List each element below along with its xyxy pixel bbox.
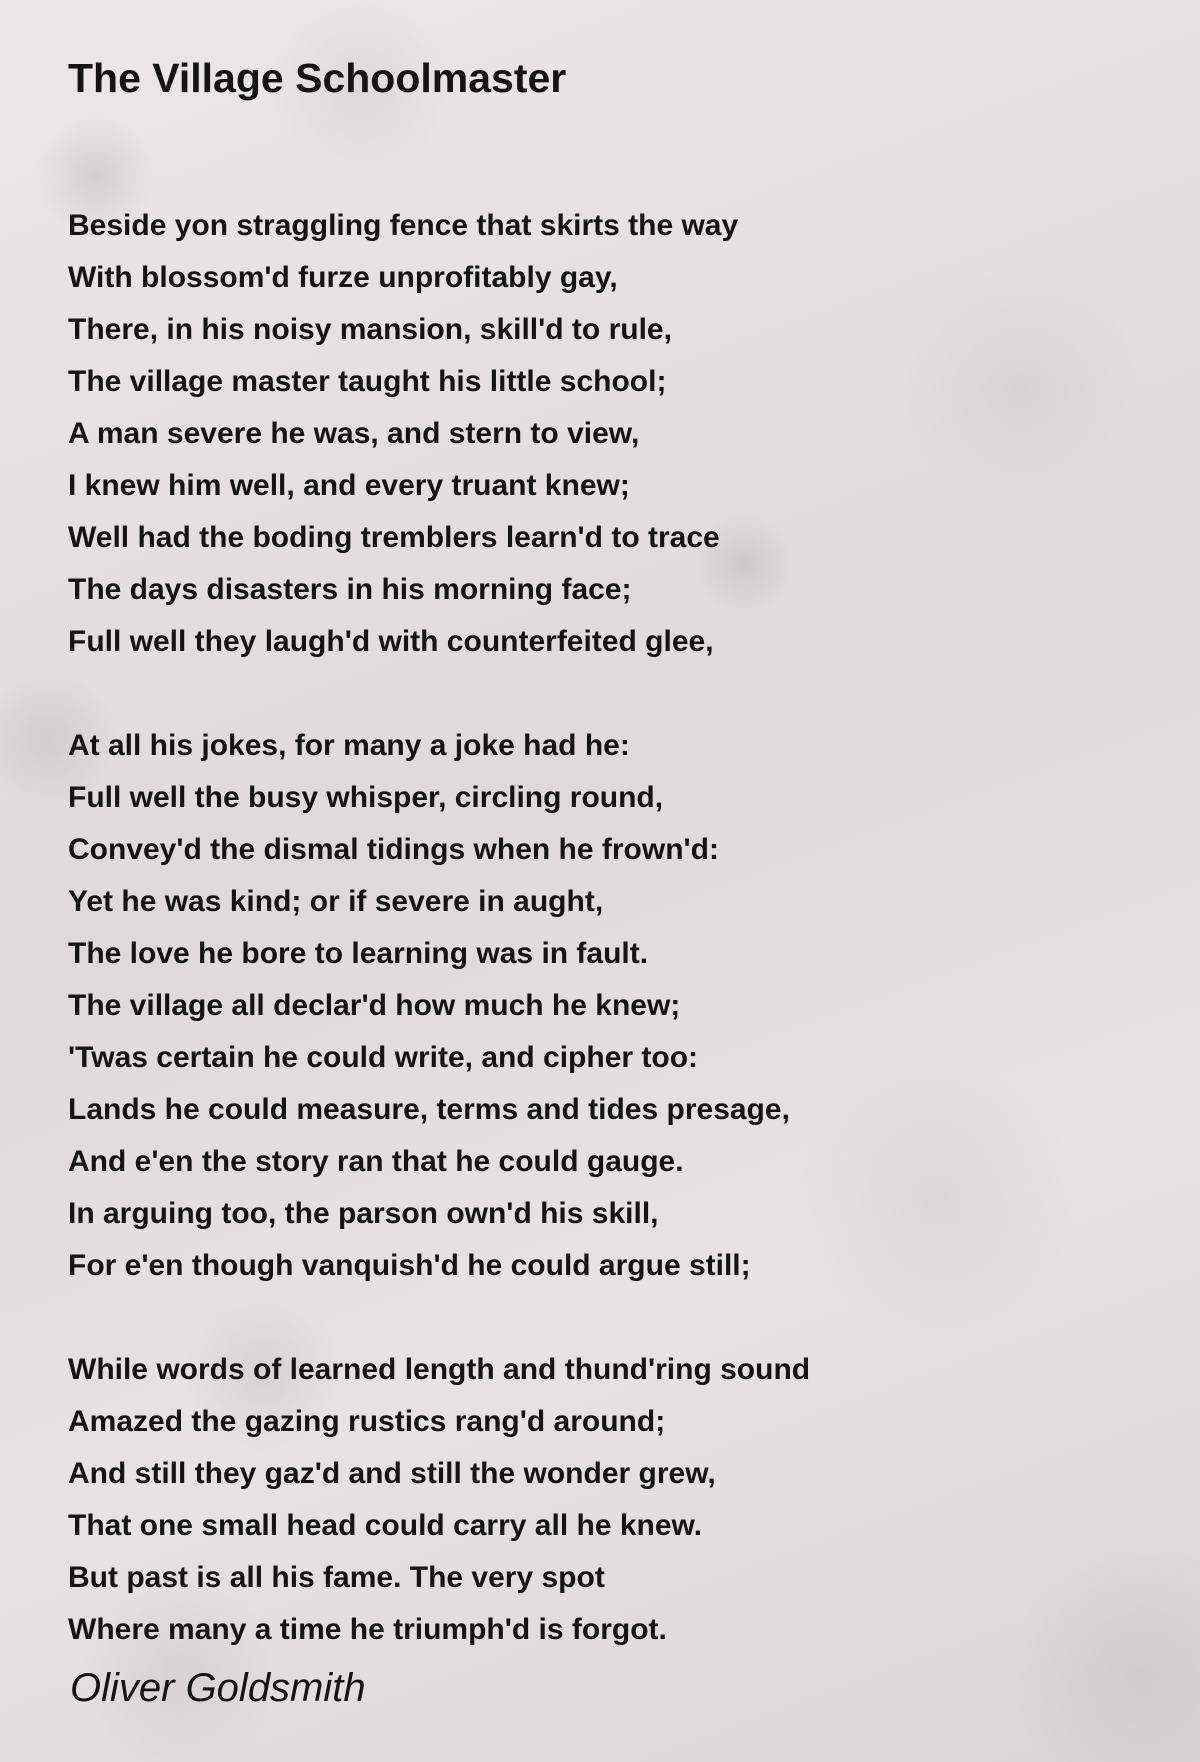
poem-line: Full well they laugh'd with counterfeited glee, <box>68 625 714 658</box>
poem-line: Well had the boding tremblers learn'd to trace <box>68 521 720 554</box>
poem-line: A man severe he was, and stern to view, <box>68 417 640 450</box>
poem-line: There, in his noisy mansion, skill'd to rule, <box>68 313 672 346</box>
poem-line: Where many a time he triumph'd is forgot. <box>68 1613 667 1646</box>
poem-line: And still they gaz'd and still the wonder grew, <box>68 1457 716 1490</box>
stanza-2 <box>68 720 1148 1292</box>
poem-line: In arguing too, the parson own'd his skill, <box>68 1197 659 1230</box>
poem-line: The love he bore to learning was in fault. <box>68 937 649 970</box>
poem-page <box>68 50 1148 1708</box>
stanza-3 <box>68 1344 1148 1656</box>
poem-line: While words of learned length and thund'ring sound <box>68 1353 811 1386</box>
poem-line: I knew him well, and every truant knew; <box>68 469 630 502</box>
poem-line: Convey'd the dismal tidings when he frown'd: <box>68 833 719 866</box>
poem-line: Yet he was kind; or if severe in aught, <box>68 885 604 918</box>
poem-line: With blossom'd furze unprofitably gay, <box>68 261 618 294</box>
poem-title: The Village Schoolmaster <box>68 55 567 101</box>
poem-body <box>68 200 1148 1656</box>
poem-line: But past is all his fame. The very spot <box>68 1561 605 1594</box>
poem-line: And e'en the story ran that he could gauge. <box>68 1145 684 1178</box>
poem-line: At all his jokes, for many a joke had he: <box>68 729 630 762</box>
poem-line: That one small head could carry all he knew. <box>68 1509 703 1542</box>
poem-line: 'Twas certain he could write, and cipher too: <box>68 1041 699 1074</box>
poem-line: The village master taught his little school; <box>68 365 667 398</box>
poem-line: For e'en though vanquish'd he could argue still; <box>68 1249 751 1282</box>
poem-line: The days disasters in his morning face; <box>68 573 632 606</box>
poem-line: Lands he could measure, terms and tides presage, <box>68 1093 790 1126</box>
poem-author: Oliver Goldsmith <box>70 1666 366 1710</box>
poem-line: Amazed the gazing rustics rang'd around; <box>68 1405 666 1438</box>
stanza-1 <box>68 200 1148 668</box>
poem-line: Beside yon straggling fence that skirts the way <box>68 209 739 242</box>
poem-line: The village all declar'd how much he knew; <box>68 989 681 1022</box>
poem-line: Full well the busy whisper, circling round, <box>68 781 664 814</box>
